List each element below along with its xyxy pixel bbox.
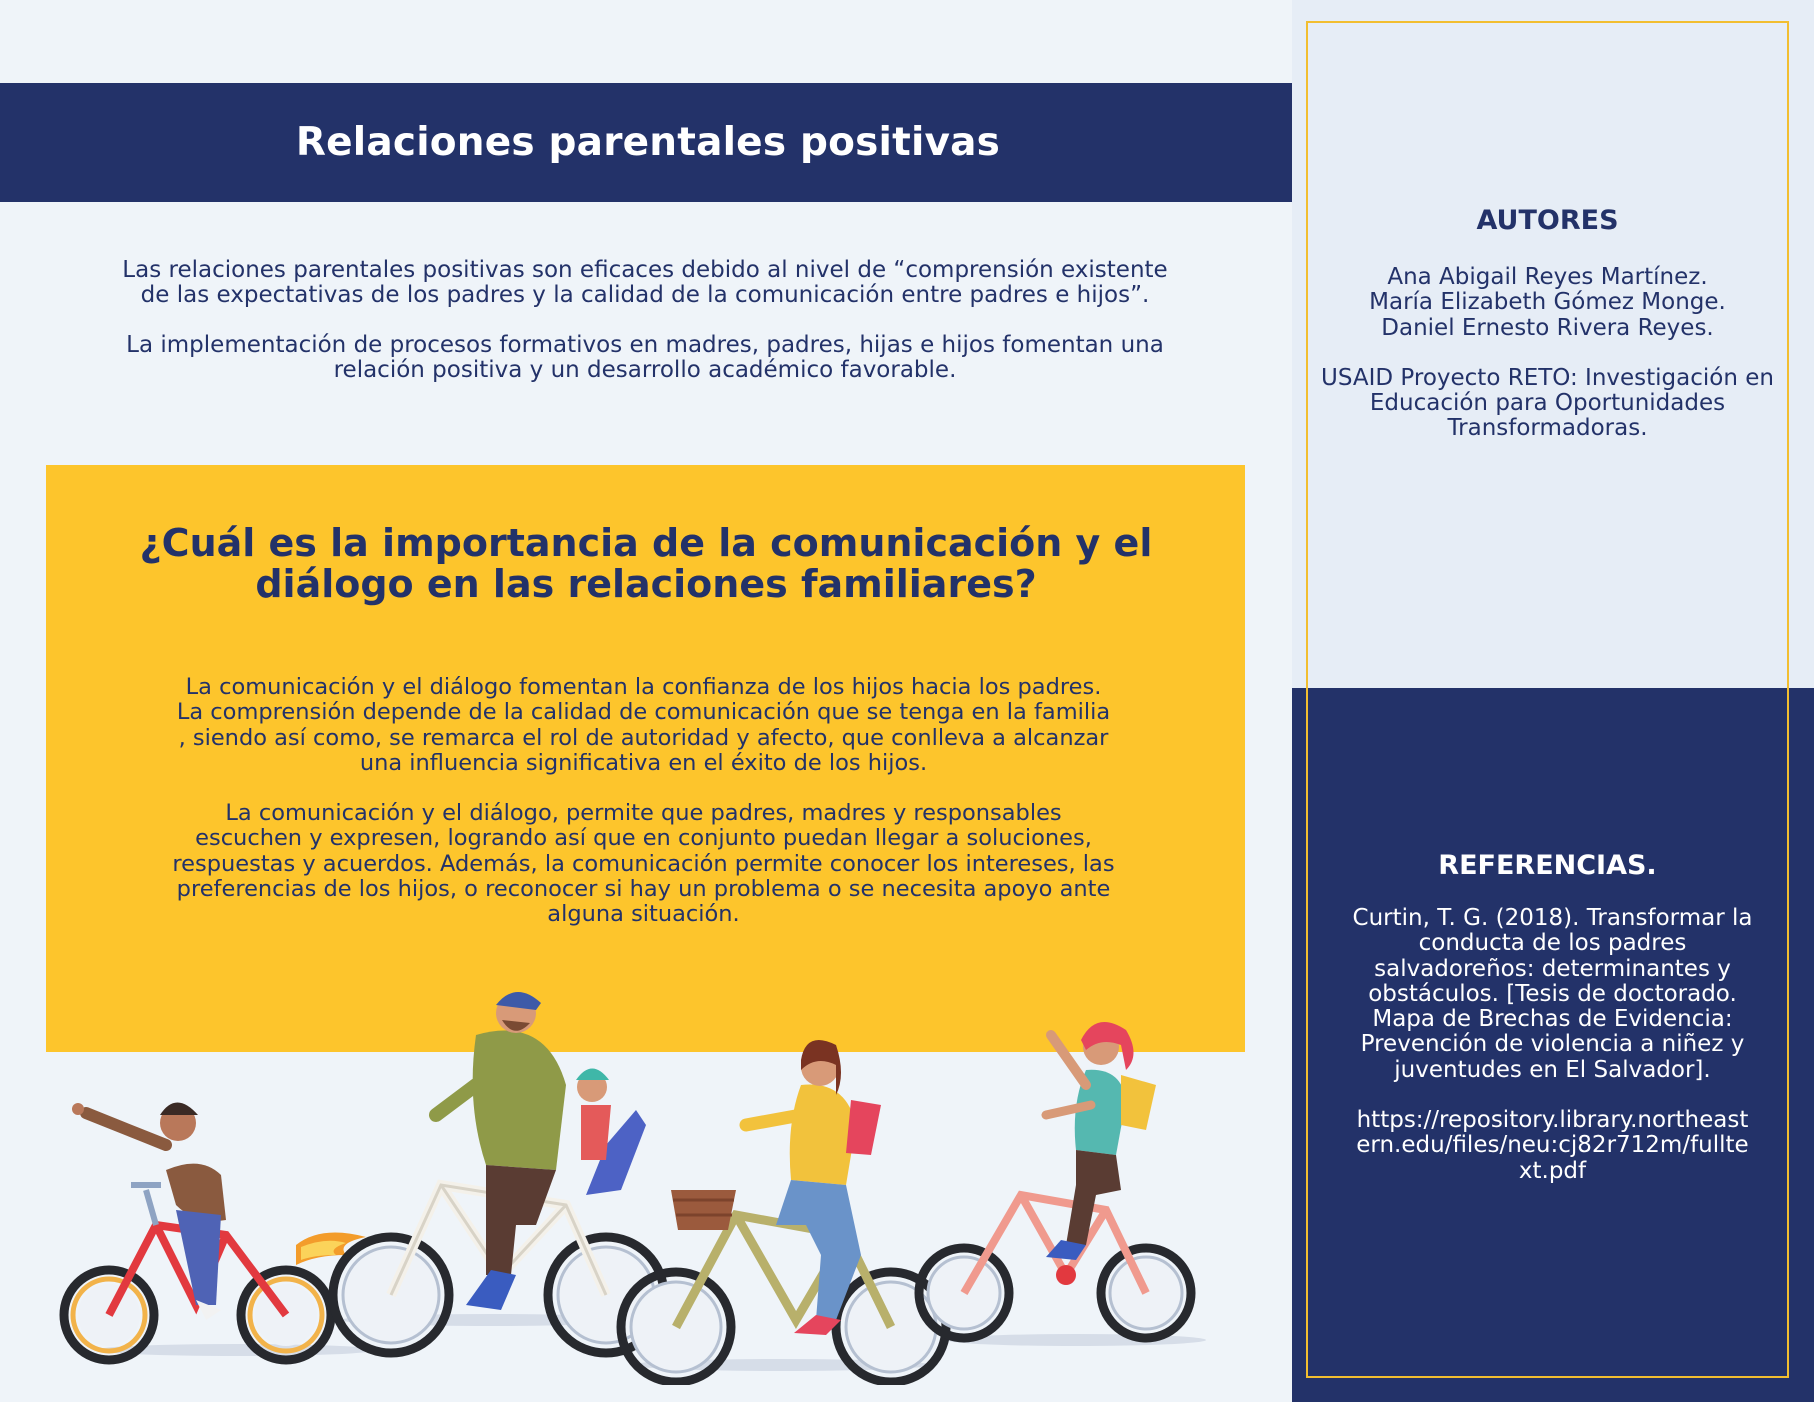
reference-citation: Curtin, T. G. (2018). Transformar la conducta de los padres salvadoreños: determinantes y obstáculos. [Tesis de doctorado. Mapa de Brechas de Evidencia: Prevención de violencia a niñez y juventudes en El Salvador]. [1352, 905, 1753, 1083]
feature-body [171, 675, 1116, 953]
feature-paragraph-2: La comunicación y el diálogo, permite que padres, madres y responsables escuchen y expresen, logrando así que en conjunto puedan llegar a soluciones, respuestas y acuerdos. Además, la comunicación permite conocer los intereses, las preferencias de los hijos, o reconocer si hay un problema o se necesita apoyo ante alguna situación. [172, 800, 1115, 928]
project-name: USAID Proyecto RETO: Investigación en Educación para Oportunidades Transformadoras. [1321, 364, 1774, 442]
father-bike [333, 992, 664, 1353]
intro-section [120, 258, 1170, 408]
intro-paragraph-2: La implementación de procesos formativos en madres, padres, hijas e hijos fomentan una relación positiva y un desarrollo académico favorable. [126, 332, 1164, 383]
page-title: Relaciones parentales positivas [295, 120, 1001, 165]
girl-bike [919, 1022, 1191, 1338]
author-name: Daniel Ernesto Rivera Reyes. [1381, 314, 1714, 341]
reference-link[interactable]: https://repository.library.northeastern.edu/files/neu:cj82r712m/fulltext.pdf [1356, 1107, 1749, 1184]
author-name: María Elizabeth Gómez Monge. [1369, 289, 1726, 316]
feature-box [46, 465, 1245, 1052]
family-cycling-illustration [46, 975, 1256, 1385]
feature-heading: ¿Cuál es la importancia de la comunicación y el diálogo en las relaciones familiares? [139, 521, 1153, 606]
mother-bike [621, 1040, 946, 1382]
author-name: Ana Abigail Reyes Martínez. [1387, 264, 1708, 290]
authors-section [1306, 265, 1789, 467]
feature-paragraph-1: La comunicación y el diálogo fomentan la confianza de los hijos hacia los padres. La comprensión depende de la calidad de comunicación que se tenga en la familia , siendo así como, se remarca el rol de autoridad y afecto, que conlleva a alcanzar una influencia significativa en el éxito de los hijos. [176, 674, 1111, 776]
title-banner [0, 83, 1296, 202]
references-section [1350, 906, 1755, 1209]
boy-bike [64, 1103, 366, 1361]
authors-list [1306, 265, 1789, 341]
references-heading: REFERENCIAS. [1438, 850, 1657, 881]
authors-heading: AUTORES [1476, 205, 1619, 236]
intro-paragraph-1: Las relaciones parentales positivas son eficaces debido al nivel de “comprensión existente de las expectativas de los padres y la calidad de la comunicación entre padres e hijos”. [122, 257, 1168, 308]
